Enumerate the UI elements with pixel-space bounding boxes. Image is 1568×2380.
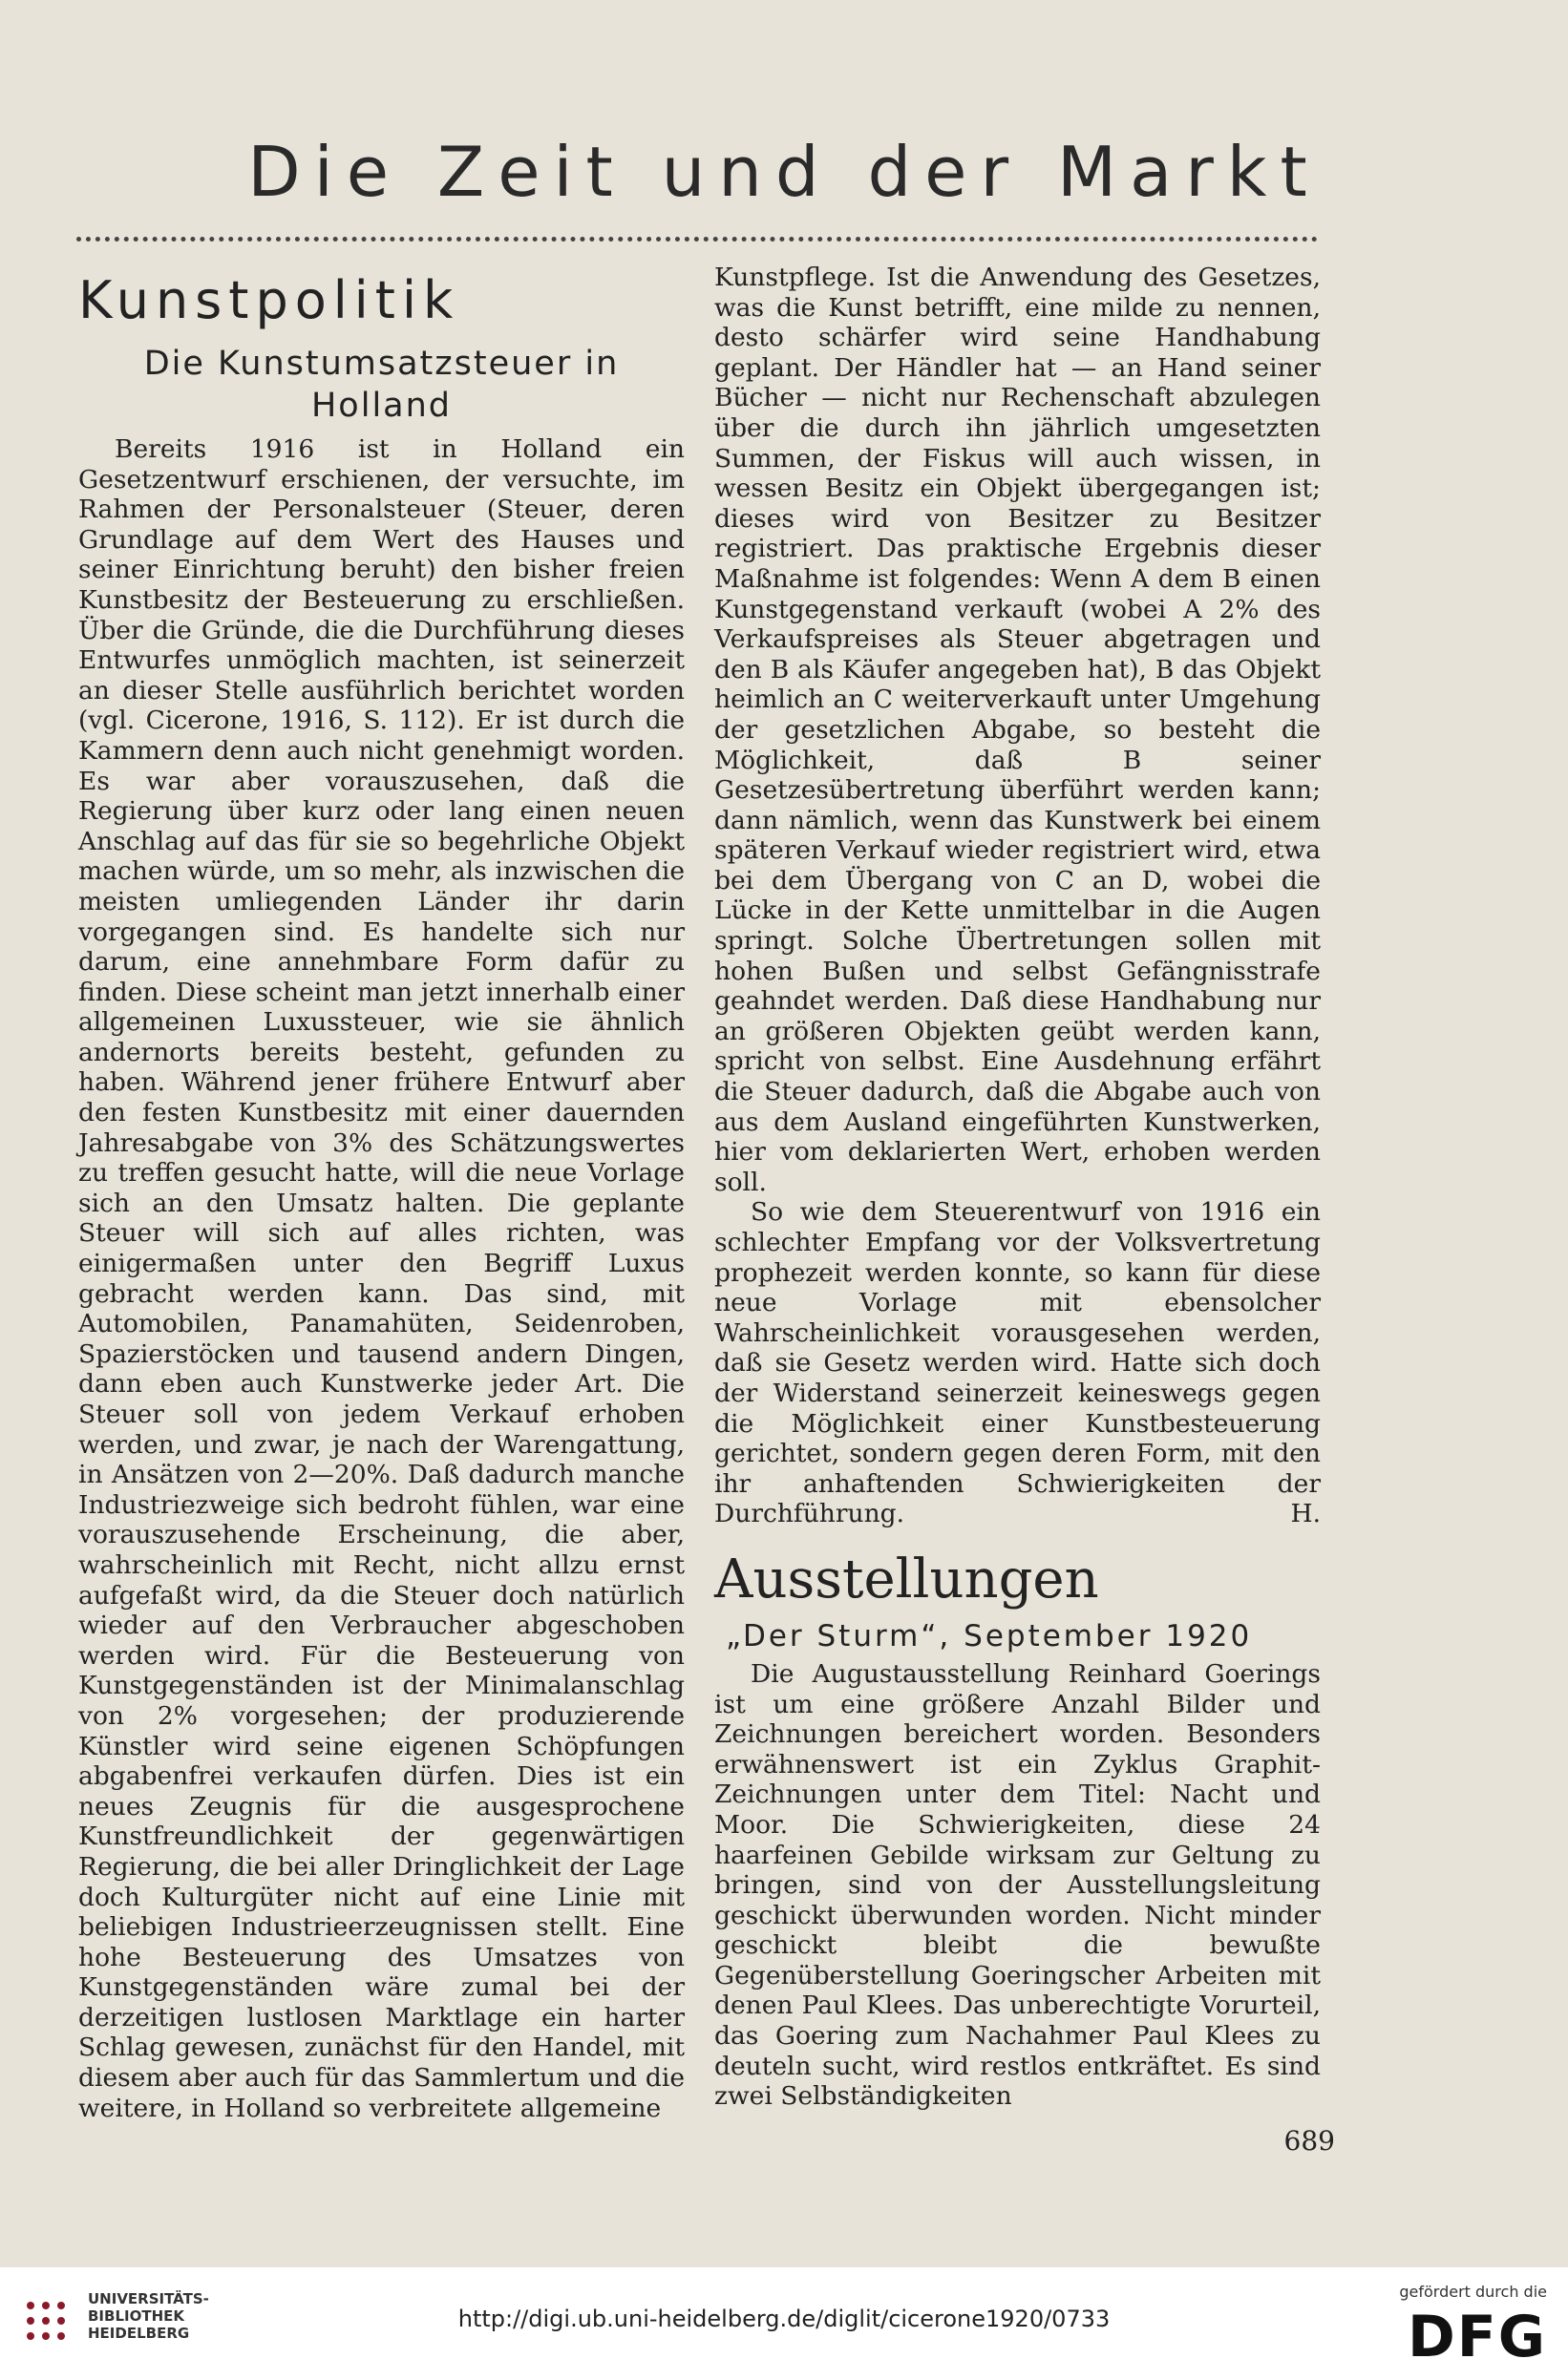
- library-name-line: BIBLIOTHEK: [88, 2307, 184, 2325]
- section-title-ausstellungen: Ausstellungen: [714, 1548, 1099, 1611]
- source-url-link[interactable]: http://digi.ub.uni-heidelberg.de/diglit/cicerone1920/0733: [457, 2306, 1111, 2332]
- author-signature: H.: [1290, 1499, 1321, 1529]
- library-name-line: UNIVERSITÄTS-: [88, 2290, 209, 2307]
- exhibition-subtitle: „Der Sturm“, September 1920: [726, 1618, 1253, 1653]
- article-paragraph: Bereits 1916 ist in Holland ein Gesetzentwurf erschienen, der versuchte, im Rahmen der Personalsteuer (Steuer, deren Grundlage auf dem Wert des Hauses und seiner Einrichtung beruht) den bisher freien Kunstbesitz der Besteuerung zu erschließen. Über die Gründe, die die Durchführung dieses Entwurfes unmöglich machten, ist seinerzeit an dieser Stelle ausführlich berichtet worden (vgl. Cicerone, 1916, S. 112). Er ist durch die Kammern denn auch nicht genehmigt worden. Es war aber vorauszusehen, daß die Regierung über kurz oder lang einen neuen Anschlag auf das für sie so begehrliche Objekt machen würde, um so mehr, als inzwischen die meisten umliegenden Länder ihr darin vorgegangen sind. Es handelte sich nur darum, eine annehmbare Form dafür zu finden. Diese scheint man jetzt innerhalb einer allgemeinen Luxussteuer, wie sie ähnlich andernorts bereits besteht, gefunden zu haben. Während jener frühere Entwurf aber den festen Kunstbesitz mit einer dauernden Jahresabgabe von 3% des Schätzungswertes zu treffen gesucht hatte, will die neue Vorlage sich an den Umsatz halten. Die geplante Steuer will sich auf alles richten, was einigermaßen unter den Begriff Luxus gebracht werden kann. Das sind, mit Automobilen, Panamahüten, Seidenroben, Spazierstöcken und tausend andern Dingen, dann eben auch Kunstwerke jeder Art. Die Steuer soll von jedem Verkauf erhoben werden, und zwar, je nach der Warengattung, in Ansätzen von 2—20%. Daß dadurch manche Industriezweige sich bedroht fühlen, war eine vorauszusehende Erscheinung, die aber, wahrscheinlich mit Recht, nicht allzu ernst aufgefaßt wird, da die Steuer doch natürlich wieder auf den Verbraucher abgeschoben werden wird. Für die Besteuerung von Kunstgegenständen ist der Minimalanschlag von 2% vorgesehen; der produzierende Künstler wird seine eigenen Schöpfungen abgabenfrei verkaufen dürfen. Dies ist ein neues Zeugnis für die ausgesprochene Kunstfreundlichkeit der gegenwärtigen Regierung, die bei aller Dringlichkeit der Lage doch Kulturgüter nicht auf eine Linie mit beliebigen Industrieerzeugnissen stellt. Eine hohe Besteuerung des Umsatzes von Kunstgegenständen wäre zumal bei der derzeitigen lustlosen Marktlage ein harter Schlag gewesen, zunächst für den Handel, mit diesem aber auch für das Sammlertum und die weitere, in Holland so verbreitete allgemeine: [78, 434, 685, 2123]
- paragraph-text: So wie dem Steuerentwurf von 1916 ein schlechter Empfang vor der Volksvertretung prophezeit werden konnte, so kann für diese neue Vorlage mit ebensolcher Wahrscheinlichkeit vorausgesehen werden, daß sie Gesetz werden wird. Hatte sich doch der Widerstand seinerzeit keineswegs gegen die Möglichkeit einer Kunstbesteuerung gerichtet, sondern gegen deren Form, mit den ihr anhaftenden Schwierigkeiten der Durchführung.: [714, 1197, 1321, 1529]
- dfg-logo: DFG: [1407, 2304, 1547, 2370]
- digitization-footer: [0, 2267, 1568, 2380]
- left-column: [78, 263, 685, 2123]
- section-title-kunstpolitik: Kunstpolitik: [78, 270, 460, 330]
- exhibition-paragraph: Die Augustausstellung Reinhard Goerings ist um eine größere Anzahl Bilder und Zeichnungen bereichert worden. Besonders erwähnenswert ist ein Zyklus Graphit-Zeichnungen unter dem Titel: Nacht und Moor. Die Schwierigkeiten, diese 24 haarfeinen Gebilde wirksam zur Geltung zu bringen, sind von der Ausstellungsleitung geschickt überwunden worden. Nicht minder geschickt bleibt die bewußte Gegenüberstellung Goeringscher Arbeiten mit denen Paul Klees. Das unberechtigte Vorurteil, das Goering zum Nachahmer Paul Klees zu deuteln sucht, wird restlos entkräftet. Es sind zwei Selbständigkeiten: [714, 1658, 1321, 2112]
- right-column: [714, 263, 1321, 2112]
- page-number: 689: [1283, 2125, 1335, 2157]
- funded-by-label: gefördert durch die: [1399, 2283, 1547, 2301]
- article-subtitle: Die Kunstumsatzsteuer in Holland: [143, 345, 620, 425]
- title-divider: [76, 237, 1318, 242]
- page-title: Die Zeit und der Markt: [247, 132, 1321, 212]
- article-paragraph-continued: Kunstpflege. Ist die Anwendung des Gesetzes, was die Kunst betrifft, eine milde zu nennen, desto schärfer wird seine Handhabung geplant. Der Händler hat — an Hand seiner Bücher — nicht nur Rechenschaft abzulegen über die durch ihn jährlich umgesetzten Summen, der Fiskus will auch wissen, in wessen Besitz ein Objekt übergegangen ist; dieses wird von Besitzer zu Besitzer registriert. Das praktische Ergebnis dieser Maßnahme ist folgendes: Wenn A dem B einen Kunstgegenstand verkauft (wobei A 2% des Verkaufspreises als Steuer abgetragen und den B als Käufer angegeben hat), B das Objekt heimlich an C weiterverkauft unter Umgehung der gesetzlichen Abgabe, so besteht die Möglichkeit, daß B seiner Gesetzesübertretung überführt werden kann; dann nämlich, wenn das Kunstwerk bei einem späteren Verkauf wieder registriert wird, etwa bei dem Übergang von C an D, wobei die Lücke in der Kette unmittelbar in die Augen springt. Solche Übertretungen sollen mit hohen Bußen und selbst Gefängnisstrafe geahndet werden. Daß diese Handhabung nur an größeren Objekten geübt werden kann, spricht von selbst. Eine Ausdehnung erfährt die Steuer dadurch, daß die Abgabe auch von aus dem Ausland eingeführten Kunstwerken, hier vom deklarierten Wert, erhoben werden soll.: [714, 263, 1321, 1197]
- article-paragraph: [714, 1197, 1321, 1529]
- library-name-line: HEIDELBERG: [88, 2325, 190, 2342]
